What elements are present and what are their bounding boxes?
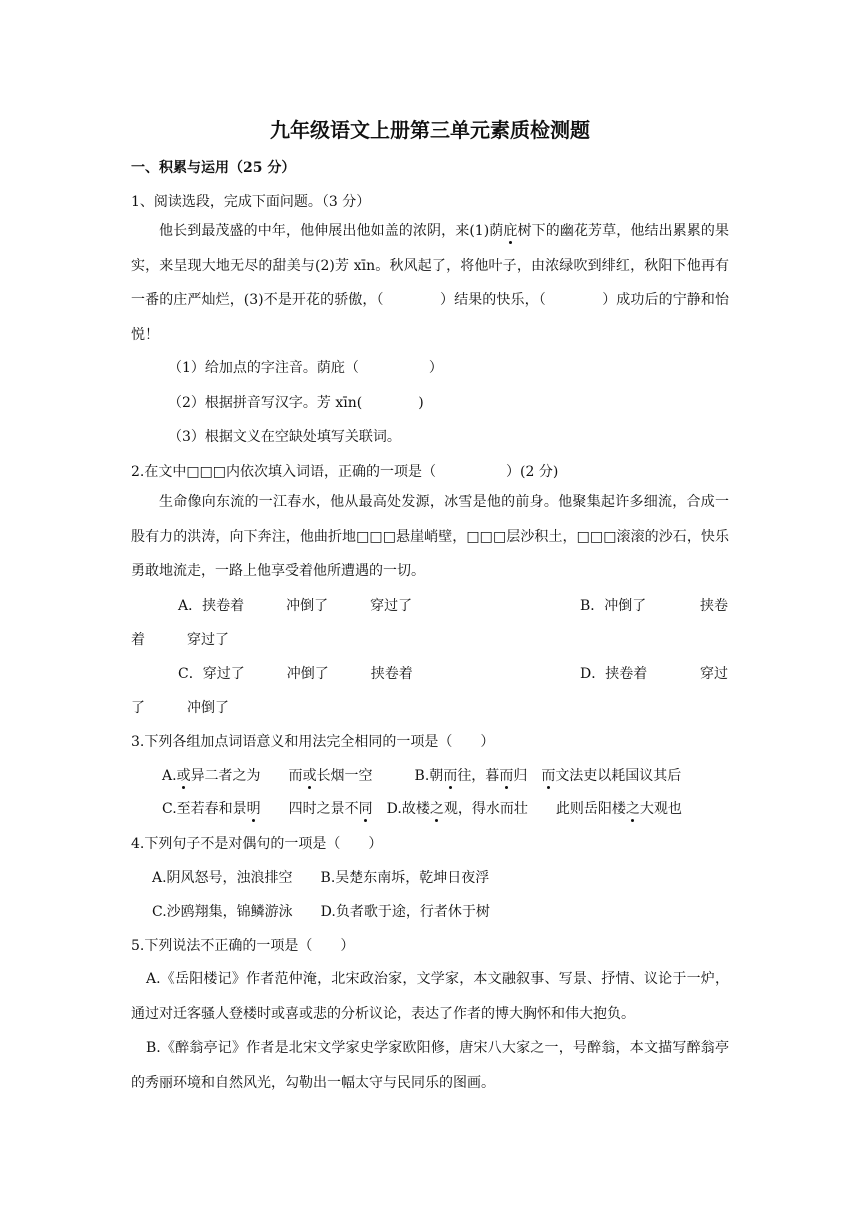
dotted-char: 而	[541, 768, 556, 784]
q5-option-a: A.《岳阳楼记》作者范仲淹，北宋政治家，文学家，本文融叙事、写景、抒情、议论于一炉，通过对迁客骚人登楼时或喜或悲的分析议论，表达了作者的博大胸怀和伟大抱负。	[131, 971, 729, 1022]
q2-option-b-tail: 挟卷	[700, 598, 728, 614]
q2-option-d: D．挟卷着	[580, 666, 648, 682]
q4-stem: 4.下列句子不是对偶句的一项是（ ）	[131, 836, 383, 852]
q3-row-cd	[162, 799, 682, 819]
dotted-char: 庇	[503, 223, 518, 239]
q1-passage	[131, 214, 729, 352]
q3-text: 长烟一空 B.朝	[316, 768, 444, 784]
dotted-char: 而	[443, 768, 458, 784]
dotted-char: 之	[429, 801, 444, 817]
q3-text: 文法吏以耗国议其后	[555, 768, 682, 784]
q5-stem: 5.下列说法不正确的一项是（ ）	[131, 938, 355, 954]
q3-text: 往，暮	[457, 768, 500, 784]
q2-option-b-wrap: 着 穿过了	[131, 632, 229, 648]
q3-row-ab	[162, 766, 681, 786]
q2-option-c: C．穿过了 冲倒了 挟卷着	[178, 666, 413, 682]
section-heading: 一、积累与运用（25 分）	[131, 160, 296, 176]
dotted-char: 之	[625, 801, 640, 817]
dotted-char: 荫	[489, 223, 504, 239]
q2-option-b: B．冲倒了	[580, 598, 647, 614]
dotted-char: 明	[246, 801, 261, 817]
q1-passage-a: 他长到最茂盛的中年，他伸展出他如盖的浓阴，来(1)	[159, 223, 490, 239]
q3-text: 四时之景不	[260, 801, 359, 817]
q1-stem: 1、阅读选段，完成下面问题。（3 分）	[131, 194, 371, 210]
q1-sub1: （1）给加点的字注音。荫庇（ ）	[168, 360, 443, 376]
dotted-char: 而	[499, 768, 514, 784]
q3-text: 观，得水而壮 此则岳阳楼	[443, 801, 626, 817]
q1-sub2: （2）根据拼音写汉字。芳 xīn( )	[168, 395, 424, 411]
q2-option-a: A．挟卷着 冲倒了 穿过了	[178, 598, 413, 614]
q2-stem: 2.在文中□□□内依次填入词语，正确的一项是（ ）(2 分)	[131, 464, 559, 480]
q3-text: D.故楼	[372, 801, 430, 817]
dotted-char: 或	[302, 768, 317, 784]
q3-stem: 3.下列各组加点词语意义和用法完全相同的一项是（ ）	[131, 734, 495, 750]
dotted-char: 同	[358, 801, 373, 817]
q4-row-ab: A.阴风怒号，浊浪排空 B.吴楚东南坼，乾坤日夜浮	[152, 870, 490, 886]
page-title: 九年级语文上册第三单元素质检测题	[270, 118, 590, 142]
q1-passage-b: 树下的幽花芳草，他结出累累的果实，来呈现大地无尽的甜美与(2)芳 xīn。秋风起了，将他叶子，由浓绿吹到绯红，秋阳下他再有一番的庄严灿烂，(3)不是开花的骄傲，（ ）结果的快乐，（ ）成功后的宁静和怡悦！	[131, 223, 730, 343]
q2-option-d-tail: 穿过	[700, 666, 728, 682]
q3-text: 大观也	[639, 801, 682, 817]
q5-option-b: B.《醉翁亭记》作者是北宋文学家史学家欧阳修，唐宋八大家之一，号醉翁，本文描写醉翁亭的秀丽环境和自然风光，勾勒出一幅太守与民同乐的图画。	[131, 1040, 729, 1091]
q2-passage: 生命像向东流的一江春水，他从最高处发源，冰雪是他的前身。他聚集起许多细流，合成一股有力的洪涛，向下奔注，他曲折地□□□悬崖峭壁，□□□层沙积土，□□□滚滚的沙石，快乐勇敢地流走，一路上他享受着他所遭遇的一切。	[131, 494, 729, 579]
q3-text: C.至若春和景	[162, 801, 247, 817]
q3-text: 归	[513, 768, 542, 784]
q3-text: A.	[162, 768, 177, 784]
q4-row-cd: C.沙鸥翔集，锦鳞游泳 D.负者歌于途，行者休于树	[152, 904, 490, 920]
dotted-char: 或	[176, 768, 191, 784]
q2-option-d-wrap: 了 冲倒了	[131, 700, 229, 716]
q1-sub3: （3）根据文义在空缺处填写关联词。	[168, 429, 401, 445]
q3-text: 异二者之为 而	[190, 768, 303, 784]
